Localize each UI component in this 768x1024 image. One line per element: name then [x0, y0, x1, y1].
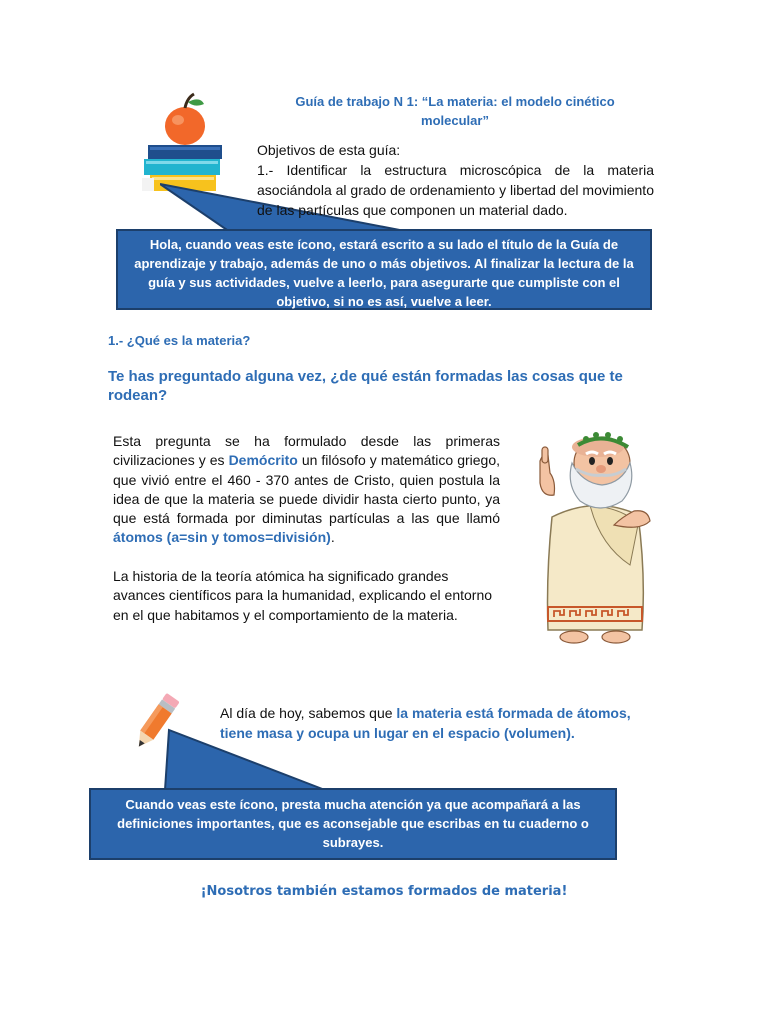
guide-icon-callout	[116, 229, 652, 310]
guide-title	[270, 92, 640, 130]
objectives-block	[257, 140, 654, 220]
definition-highlight: la materia está formada de átomos, tiene masa y ocupa un lugar en el espacio (volumen)	[220, 705, 631, 741]
paragraph-text: Esta pregunta se ha formulado desde las primeras civilizaciones y es	[113, 433, 500, 469]
pencil-icon-callout	[89, 788, 617, 860]
democritus-paragraph	[113, 432, 500, 548]
section-heading: 1.- ¿Qué es la materia?	[108, 333, 251, 348]
paragraph-text: un filósofo y matemático griego, que vivió entre el 460 - 370 antes de Cristo, quien postula la idea de que la materia se puede dividir hasta cierto punto, ya que está formada por diminutas partículas a las que llamó	[113, 452, 501, 527]
democritus-name: Demócrito	[228, 452, 298, 469]
democritus-illustration	[530, 425, 670, 650]
definition-paragraph	[220, 703, 660, 743]
guide-icon-callout-text: Hola, cuando veas este ícono, estará escrito a su lado el título de la Guía de aprendizaje y trabajo, además de uno o más objetivos. Al finalizar la lectura de la guía y sus actividades, vuelve a leerlo, para asegurarte que cumpliste con el objetivo, si no es así, vuelve a leer.	[134, 237, 634, 309]
guide-title-line-2: molecular”	[421, 113, 489, 128]
guide-title-line-1: Guía de trabajo N 1: “La materia: el modelo cinético	[295, 94, 615, 109]
objectives-heading: Objetivos de esta guía:	[257, 142, 401, 158]
definition-text: Al día de hoy, sabemos que	[220, 705, 397, 721]
closing-text: ¡Nosotros también estamos formados de materia!	[200, 884, 568, 899]
atomic-theory-paragraph: La historia de la teoría atómica ha significado grandes avances científicos para la humanidad, explicando el entorno en el que habitamos y el comportamiento de la materia.	[113, 568, 493, 623]
objective-item-1: 1.- Identificar la estructura microscópica de la materia asociándola al grado de ordenamiento y libertad del movimiento de las partículas que componen un material dado.	[257, 162, 654, 218]
definition-text: .	[570, 725, 575, 741]
pencil-icon-callout-text: Cuando veas este ícono, presta mucha atención ya que acompañará a las definiciones importantes, que es aconsejable que escribas en tu cuaderno o subrayes.	[117, 797, 589, 850]
section-question: Te has preguntado alguna vez, ¿de qué están formadas las cosas que te rodean?	[108, 368, 623, 404]
paragraph-text: .	[330, 529, 335, 546]
atoms-term: átomos (a=sin y tomos=división)	[113, 529, 331, 546]
